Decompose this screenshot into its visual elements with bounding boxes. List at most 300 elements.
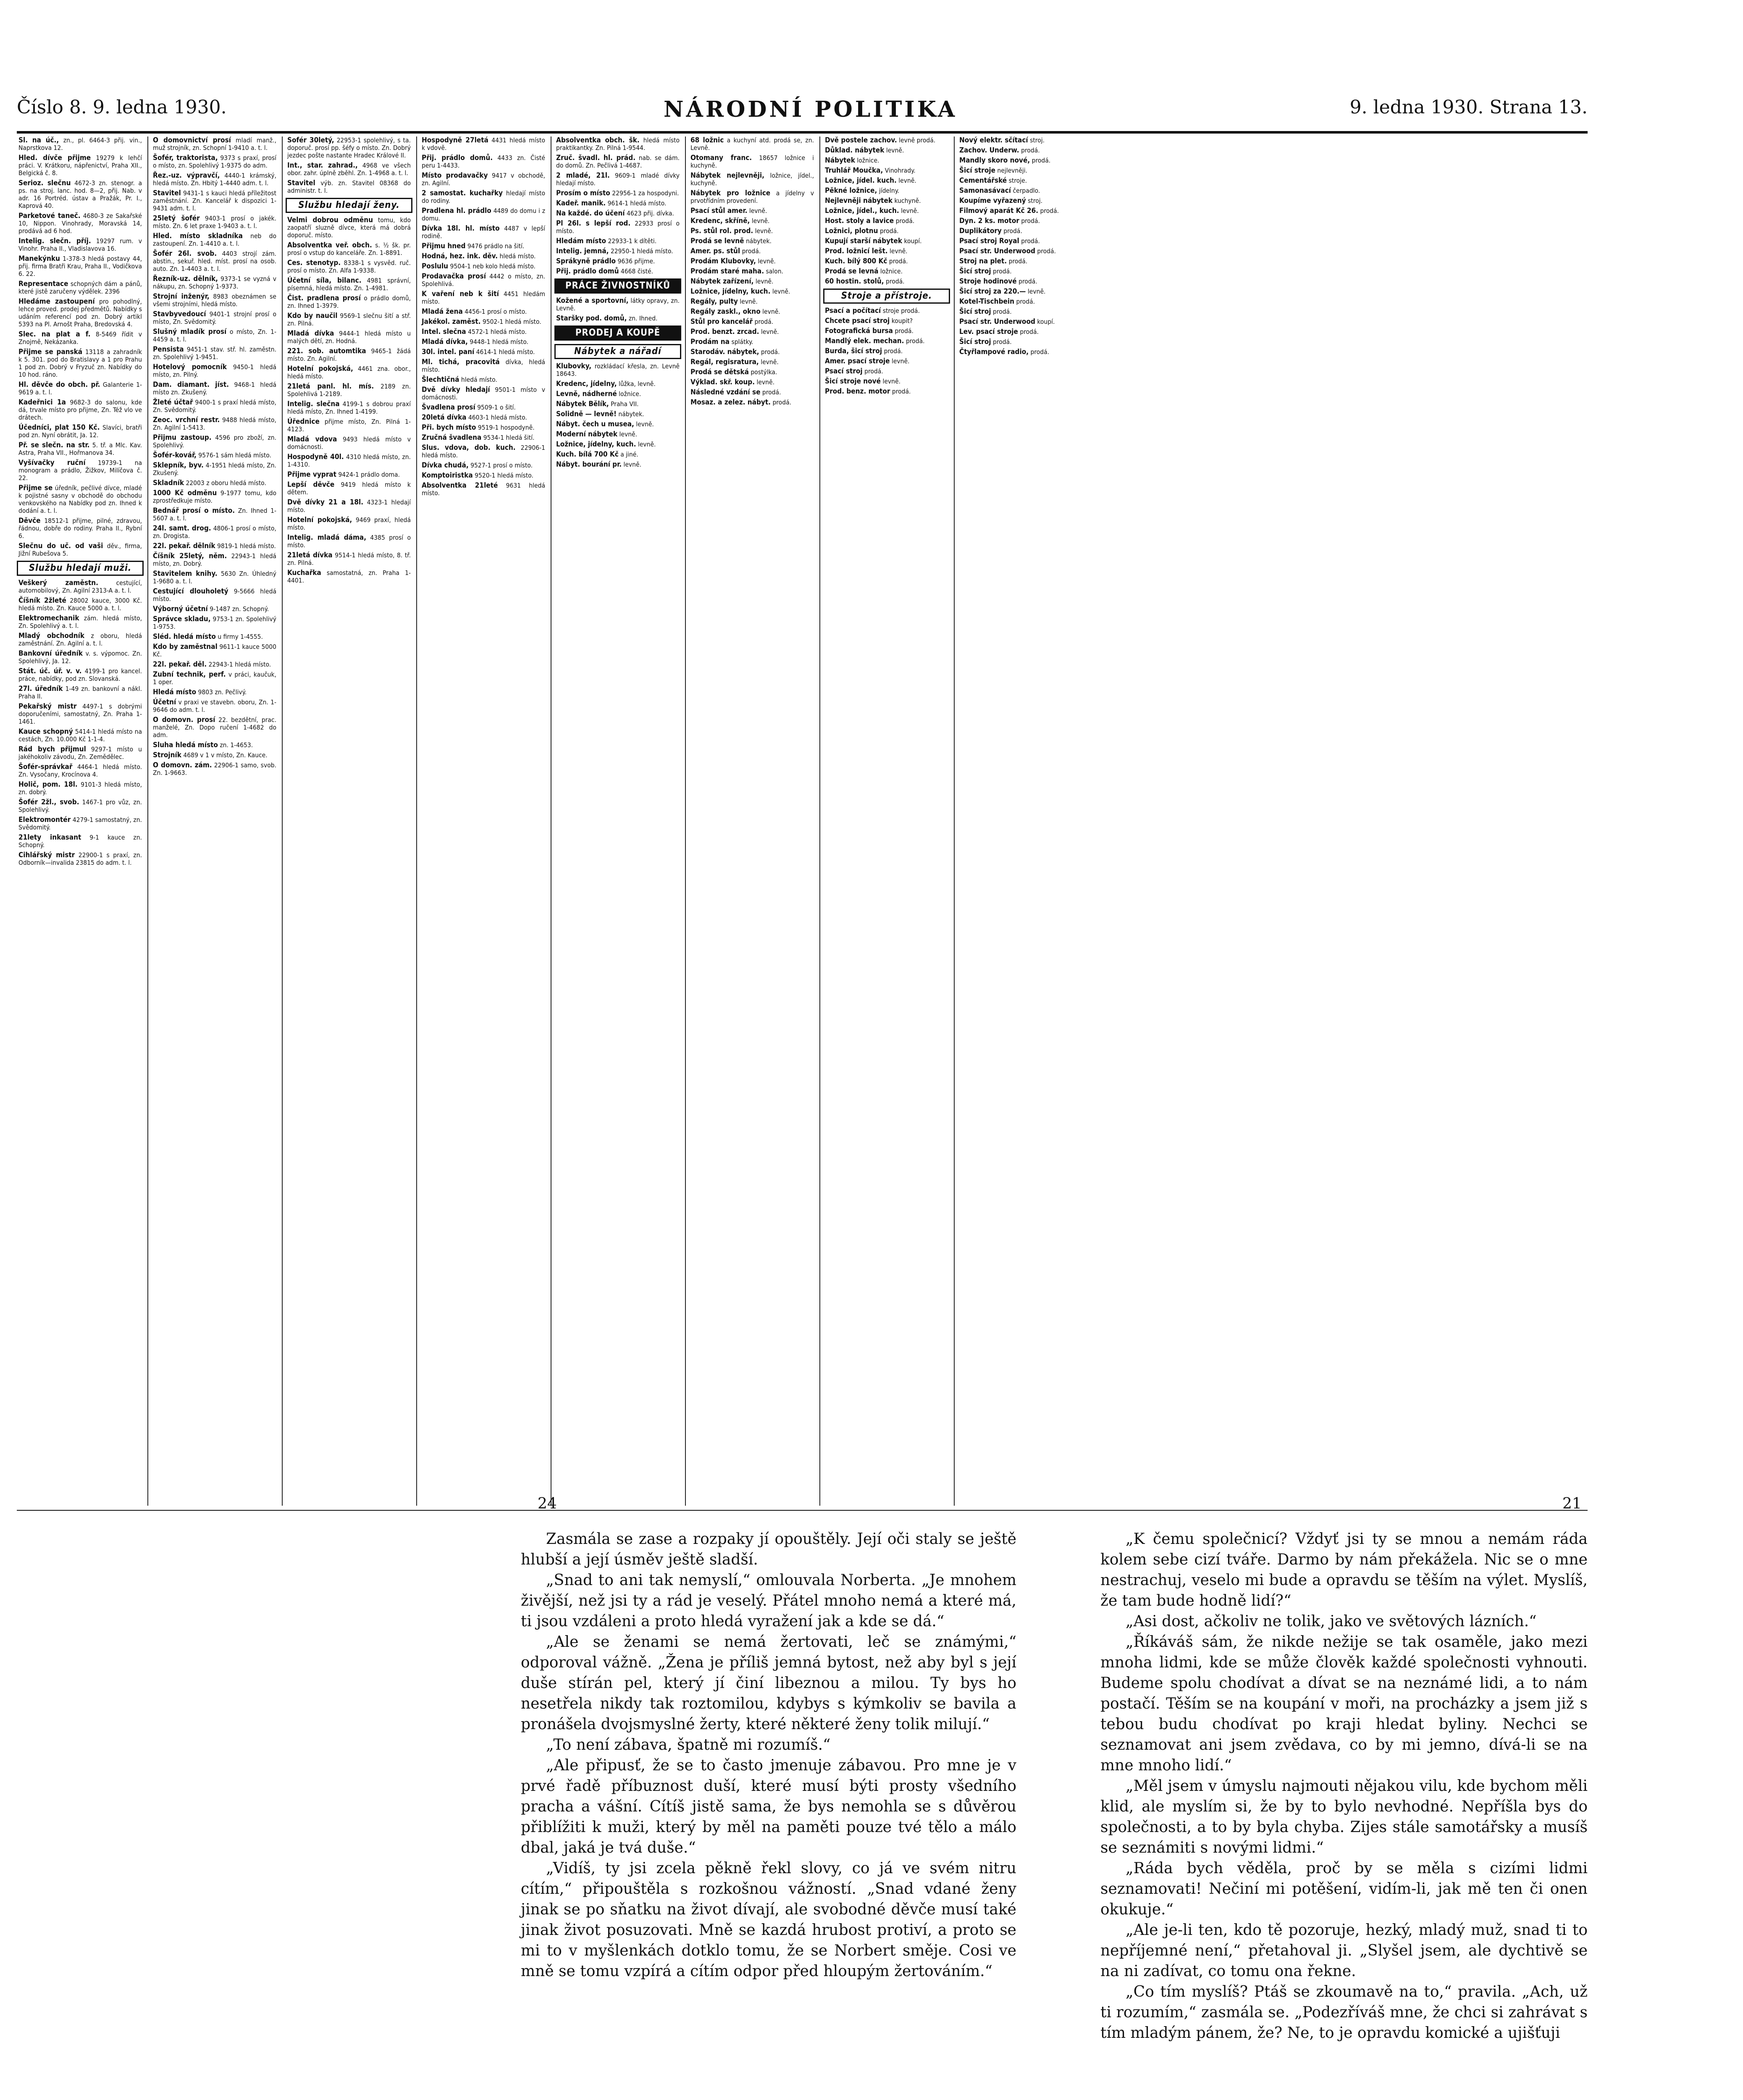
ad-text: prodá. [889, 257, 908, 265]
ad-headline: Hled. dívče přijme [18, 154, 91, 162]
ad-text: 9-1 kauce zn. Schopný. [18, 834, 142, 849]
classified-ad [690, 172, 814, 187]
classified-ad [556, 441, 680, 448]
ad-text: 22953-1 spolehlivý, s ta. doporuč. prosí pp. šéfy o místo. Zn. Dobrý jezdec pošte nastante Hradec Králové II. [287, 136, 411, 159]
ad-headline: Prod. benz. motor [825, 387, 890, 396]
ad-headline: Hl. děvče do obch. př. [18, 381, 100, 389]
ad-text: prodá. [1021, 147, 1040, 154]
ad-text: levně. [891, 357, 910, 365]
ad-text: 5. tř. a Mlc. Kav. Astra, Praha VII., Hořmanova 34. [18, 441, 142, 457]
ad-headline: Přijme se panská [18, 348, 83, 356]
ad-headline: Hledám místo [556, 237, 606, 245]
classified-ad [153, 605, 276, 613]
ad-headline: Hodná, hez. ink. děv. [422, 252, 498, 260]
classified-ad [690, 247, 814, 255]
ad-headline: Prod. benzt. zrcad. [690, 328, 759, 336]
classified-ad [690, 338, 814, 346]
ad-headline: Bankovní úředník [18, 649, 83, 658]
ad-text: 9-1487 zn. Schopný. [210, 605, 269, 613]
classified-ad [18, 685, 142, 700]
ad-text: ložnice, jídel., kuchyně. [690, 172, 814, 187]
classified-ad [690, 318, 814, 326]
ad-text: úředník, pečlivé dívce, mladé k pojistné sasny v obchodě do obchodu venkovského na Nabídky pod zn. Ihned k dodání a. t. l. [18, 484, 142, 514]
classified-ad [153, 215, 276, 230]
classified-ad [287, 418, 411, 433]
ad-headline: 22l. pekař. děl. [153, 660, 207, 669]
ad-text: 22943-1 hledá místo. [208, 661, 271, 668]
column-divider [819, 136, 820, 1506]
ad-text: 9451-1 stav. stř. hl. zaměstn. zn. Spolehlivý 1-9451. [153, 346, 276, 361]
ad-text: 1-49 zn. bankovní a nákl. Praha II. [18, 685, 142, 700]
ad-headline: Hledáme zastoupení [18, 297, 95, 306]
classified-column [420, 136, 547, 1506]
ad-headline: Absolventka veř. obch. [287, 241, 372, 249]
ad-headline: Nábytek nejlevněji, [690, 171, 764, 180]
classified-ad [422, 172, 545, 187]
classified-ad [825, 337, 948, 345]
classified-ad [153, 698, 276, 714]
ad-headline: Slec. na plat a f. [18, 330, 91, 339]
ad-text: 4806-1 prosí o místo, zn. Drogista. [153, 525, 276, 540]
ad-headline: Regál, regisratura, [690, 358, 759, 366]
classified-column [958, 136, 1084, 1506]
ad-text: 4-1951 hledá místo, Zn. Zkušený. [153, 462, 276, 477]
classified-ad [422, 136, 545, 152]
novel-paragraph: „Ale se ženami se nemá žertovati, leč se známými,“ odporoval vážně. „Žena je příliš jemná bytost, než aby byl s její duše stírán pel, který jí činí libeznou a milou. Ty bys ho nesetřela nikdy tak roztomilou, kdybys s kýmkoliv se bavila a pronášela dvojsmyslné žerty, které některé ženy tolik milují.“ [521, 1633, 1016, 1733]
classified-ad [18, 424, 142, 439]
ad-text: levně. [761, 328, 779, 336]
ad-headline: O domovn. prosí [153, 716, 215, 724]
ad-headline: Nový elektr. sčítací [959, 136, 1028, 144]
ad-text: Zn. Ihned 1-5607 a. t. l. [153, 507, 276, 522]
ad-text: prodá. [1016, 298, 1035, 305]
classified-ad [287, 471, 411, 478]
classified-ad [825, 197, 948, 205]
ad-text: levně. [758, 257, 776, 265]
ad-headline: Lev. psací stroje [959, 328, 1018, 336]
ad-headline: Přijme vyprat [287, 470, 336, 479]
ad-text: prodá. [886, 278, 905, 285]
classified-ad [153, 615, 276, 630]
ad-text: 9819-1 hledá místo. [217, 542, 276, 550]
ad-headline: Šofér, traktorista, [153, 154, 218, 162]
ad-text: 4680-3 ze Sakařské 10, Nippon. Vinohrady, Moravská 14, prodává ad 6 hod. [18, 212, 142, 235]
ad-headline: Následné vzdání se [690, 388, 761, 396]
ad-headline: Intelig. slečna [287, 400, 340, 408]
ad-text: nejlevněji. [997, 167, 1028, 174]
classified-ad [825, 136, 948, 144]
ad-headline: Mladý obchodník [18, 632, 85, 640]
ad-text: 9534-1 hledá šití. [483, 434, 535, 441]
classified-ad [825, 347, 948, 355]
ad-text: 9493 hledá místo v domácnosti. [287, 436, 411, 451]
classified-ad [959, 338, 1083, 346]
classified-ad [18, 798, 142, 814]
classified-ad [556, 237, 680, 245]
ad-headline: Zručná švadlena [422, 433, 482, 442]
ad-headline: Intelig. slečn. příj. [18, 237, 91, 245]
ad-text: samostatná, zn. Praha 1-4401. [287, 569, 411, 584]
ad-text: 18657 ložnice i kuchyně. [690, 154, 814, 169]
ad-text: 8-5469 řídit v Znojmě, Nekázanka. [18, 331, 142, 346]
ad-text: v práci, kaučuk, 1 oper. [153, 671, 276, 686]
ad-text: levně. [772, 288, 790, 295]
ad-text: 9609-1 mladé dívky hledají místo. [556, 172, 680, 187]
ad-headline: O domovn. zám. [153, 761, 212, 769]
ad-text: 5630 Zn. Úhledný 1-9680 a. t. l. [153, 570, 276, 585]
ad-text: 9468-1 hledá místo zn. Zkušený. [153, 381, 276, 396]
classified-ad [287, 162, 411, 177]
ad-text: a kuchyní atd. prodá se, zn. Levně. [690, 136, 814, 152]
classified-ad [153, 570, 276, 585]
classified-ad [959, 197, 1083, 205]
ad-headline: Prodám na [690, 338, 730, 346]
classified-ad [422, 358, 545, 373]
ad-text: rozkládací křesla, zn. Levně 18643. [556, 362, 680, 378]
classified-ad [18, 237, 142, 252]
classified-ad [287, 179, 411, 194]
ad-text: prodá. [772, 399, 792, 406]
classified-ad [690, 388, 814, 396]
ad-headline: Dvě postele zachov. [825, 136, 897, 144]
classified-ad [825, 268, 948, 275]
ad-headline: Nábytek [825, 156, 855, 165]
ad-text: 9631 hledá místo. [422, 482, 545, 497]
classified-ad [153, 136, 276, 152]
ad-headline: Dívka chudá, [422, 461, 469, 470]
ad-headline: Ces. stenotyp. [287, 259, 341, 267]
ad-text: 9504-1 neb kolo hledá místo. [450, 262, 536, 270]
ad-text: koupí. [904, 237, 922, 245]
ad-headline: Pl 26l. s lepší rod. [556, 219, 631, 228]
classified-ad [959, 237, 1083, 245]
classified-ad [287, 259, 411, 274]
ad-headline: Mladá žena [422, 307, 463, 316]
ad-headline: Sléd. hledá místo [153, 633, 216, 641]
ad-text: 4279-1 samostatný, zn. Svědomitý. [18, 816, 142, 831]
classified-ad [825, 278, 948, 285]
ad-text: 4596 pro zboží, zn. Spolehlivý. [153, 434, 276, 449]
ad-text: hledá místo praktikantky. Zn. Pilná 1-9544. [556, 136, 680, 152]
classified-ad [690, 154, 814, 169]
ad-headline: O domovnictví prosí [153, 136, 231, 144]
classified-ad [556, 220, 680, 235]
ad-text: 9401-1 strojní prosí o místo, Zn. Svědomitý. [153, 310, 276, 326]
ad-headline: Chcete psací stroj [825, 317, 890, 325]
ad-headline: Kadeř. manik. [556, 199, 606, 207]
classified-ad [153, 232, 276, 247]
classified-ad [18, 650, 142, 665]
ad-text: děv., firma, Jižní Rubešova 5. [18, 542, 142, 557]
ad-text: čerpadlo. [1013, 187, 1040, 194]
ad-headline: Kredenc, skříně, [690, 217, 750, 225]
ad-text: přijme místo, Zn. Pilná 1-4123. [287, 418, 411, 433]
classified-ad [18, 781, 142, 796]
ad-headline: Elektromontér [18, 816, 71, 824]
ad-text: 4440-1 krámský, hledá místo. Zn. Hbitý 1-4440 adm. t. l. [153, 172, 276, 187]
ad-text: lůžka, levně. [619, 380, 656, 388]
ad-text: 9501-1 místo v domácnosti. [422, 386, 545, 401]
classified-ad [825, 167, 948, 174]
ad-headline: Nejlevněji nábytek [825, 197, 893, 205]
classified-ad [153, 751, 276, 759]
classified-ad [825, 177, 948, 184]
classified-ad [690, 217, 814, 225]
classified-ad [959, 318, 1083, 326]
ad-text: 4464-1 hledá místo. Zn. Vysočany, Krocínova 4. [18, 763, 142, 778]
ad-text: levně. [751, 217, 770, 225]
ad-headline: Řez.-uz. výpravčí, [153, 171, 220, 180]
classified-ad [18, 816, 142, 831]
classified-ad [959, 217, 1083, 225]
classified-ad [556, 410, 680, 418]
ad-headline: Kožené a sportovní, [556, 297, 629, 305]
ad-headline: Stavitel [153, 189, 181, 197]
ad-text: nábytek. [746, 237, 772, 245]
classified-ad [18, 484, 142, 514]
ad-text: levně. [623, 461, 642, 468]
classified-ad [556, 268, 680, 275]
classified-ad [556, 451, 680, 458]
novel-left-page-number: 24 [538, 1495, 557, 1512]
ad-text: 9488 hledá místo, Zn. Agilní 1-5413. [153, 416, 276, 431]
ad-text: 9753-1 zn. Spolehlivý 1-9753. [153, 615, 276, 630]
ad-text: 4497-1 s dobrými doporučeními, samostatný, Zn. Praha 1-1461. [18, 703, 142, 725]
ad-headline: Ps. stůl rol. prod. [690, 227, 753, 235]
classified-ad [18, 154, 142, 177]
classified-ad [959, 167, 1083, 174]
ad-text: 4981 správní, písemná, hledá místo. Zn. 1-4981. [287, 277, 411, 292]
ad-text: prodá. [993, 308, 1012, 315]
ad-headline: Burda, šicí stroj [825, 347, 882, 355]
ad-text: koupit? [891, 317, 913, 325]
ad-headline: Číšník 2žleté [18, 596, 66, 605]
ad-text: prodá. [895, 327, 914, 335]
classified-ad [153, 588, 276, 603]
classified-column [286, 136, 412, 1506]
ad-headline: Amer. ps. stůl [690, 247, 740, 255]
ad-headline: Solidně — levně! [556, 410, 617, 418]
classified-ad [690, 358, 814, 366]
ad-text: 22933-1 k dítěti. [608, 237, 657, 245]
classified-ad [556, 257, 680, 265]
ad-text: ložnice. [880, 268, 903, 275]
novel-paragraph: „Snad to ani tak nemyslí,“ omlouvala Norberta. „Je mnohem živější, než jsi ty a rád je veselý. Přátel mnoho nemá a které má, ti jsou vzdáleni a proto hledá vyražení jak a kde se dá.“ [521, 1572, 1016, 1630]
ad-headline: Šicí stroj [959, 338, 991, 346]
ad-text: salon. [766, 268, 783, 275]
ad-headline: Staršky pod. domů, [556, 314, 627, 323]
ad-text: stroje. [1008, 177, 1027, 184]
ad-text: stroje prodá. [882, 307, 920, 315]
classified-ad [153, 434, 276, 449]
classified-ad [422, 242, 545, 250]
classified-ad [18, 459, 142, 482]
ad-text: pro pohodlný, lehce proved. prodej předmětů. Nabídky s udáním referencí pod zn. Dobrý artikl 5393 na Pl. Arnošt Praha, Bredovská 4. [18, 298, 142, 328]
ad-headline: Ložnice, jídel., kuch. [825, 207, 899, 215]
classified-ad [287, 242, 411, 257]
classified-ad [690, 268, 814, 275]
ad-text: tomu, kdo zaopatří sluzně dívce, která má dobrá doporuč. místo. [287, 216, 411, 239]
ad-text: prodá. [1003, 227, 1022, 235]
ad-headline: Veškerý zaměstn. [18, 579, 98, 587]
ad-headline: Sl. na úč., [18, 136, 63, 144]
ad-text: 4456-1 prosí o místo. [465, 308, 527, 315]
classified-ad [422, 308, 545, 315]
classified-ad [690, 189, 814, 205]
classified-ad [422, 386, 545, 401]
ad-headline: Šofér-kovář, [153, 451, 197, 459]
ad-text: 28002 kauce, 3000 Kč. hledá místo. Zn. Kauce 5000 a. t. l. [18, 597, 142, 612]
classified-ad [556, 189, 680, 197]
classified-ad [153, 507, 276, 522]
masthead [17, 97, 1588, 130]
ad-text: a jídelny v prvotřídním provedení. [690, 189, 814, 205]
ad-text: prodá. [1021, 237, 1040, 245]
ad-headline: 22l. pekař. dělník [153, 542, 215, 550]
section-heading: Službu hledají muži. [17, 561, 144, 576]
ad-headline: Kupují starší nábytek [825, 237, 903, 245]
classified-ad [153, 479, 276, 487]
ad-text: prodá. [1021, 217, 1040, 225]
ad-headline: Prodavačka prosí [422, 272, 486, 281]
ad-headline: Filmový aparát Kč 26. [959, 207, 1039, 215]
novel-paragraph: „K čemu společnicí? Vždyť jsi ty se mnou a nemám ráda kolem sebe cizí tváře. Darmo by nám překážela. Nic se o mne nestrachuj, veselo mi bude a opravdu se těším na výlet. Myslíš, že tam bude hodně lidí?“ [1100, 1530, 1588, 1609]
classified-ad [153, 172, 276, 187]
ad-text: levně. [755, 278, 774, 285]
ad-text: levně. [756, 378, 775, 386]
ad-headline: 27l. úředník [18, 685, 63, 693]
classified-column [689, 136, 816, 1506]
ad-headline: Hotelní pokojská, [287, 516, 352, 524]
ad-text: 5414-1 hledá místo na cestách, Zn. 10.000 Kč 1-1-4. [18, 728, 142, 743]
ad-headline: Prodá se levná [825, 267, 879, 276]
ad-text: 4433 zn. Čisté peru 1-4433. [422, 154, 545, 169]
ad-headline: Prosím o místo [556, 189, 610, 197]
ad-headline: Pensista [153, 345, 184, 354]
ad-text: prodá. [879, 227, 899, 235]
ad-headline: Truhlář Moučka, [825, 166, 883, 175]
ad-headline: Kuch. bílá 700 Kč [556, 450, 619, 459]
novel-paragraph: Zasmála se zase a rozpaky jí opouštěly. Její oči staly se ještě hlubší a její úsměv ještě sladší. [521, 1530, 1016, 1568]
ad-text: Galanterie 1-9619 a. t. l. [18, 381, 142, 396]
classified-ad [153, 452, 276, 459]
ad-text: 9448-1 hledá místo. [470, 338, 529, 346]
ad-headline: Stroje hodinové [959, 277, 1017, 286]
classified-ad [18, 614, 142, 630]
ad-text: 9403-1 prosí o jakék. místo. Zn. 6 let praxe 1-9403 a. t. l. [153, 215, 276, 230]
ad-text: cestující, automobilový, Zn. Agilní 2313-A a. t. l. [18, 579, 142, 594]
ad-headline: Kdo by zaměstnal [153, 643, 218, 651]
ad-text: 4451 hledám místo. [422, 290, 545, 305]
classified-column [17, 136, 144, 1506]
ad-headline: Psací a počítací [825, 307, 881, 315]
ad-headline: Sprákyně prádlo [556, 257, 616, 265]
classified-ad [690, 288, 814, 295]
ad-headline: Poslulu [422, 262, 449, 270]
ad-text: 4487 v lepší rodině. [422, 225, 545, 240]
classified-ad [825, 217, 948, 225]
ad-headline: 2 samostat. kuchařky [422, 189, 503, 197]
classified-ad [825, 207, 948, 215]
ad-text: levně. [755, 227, 773, 235]
classified-ad [18, 381, 142, 396]
ad-headline: Ml. tichá, pracovitá [422, 358, 500, 366]
ad-headline: Strojník [153, 751, 181, 759]
classified-ad [18, 298, 142, 328]
ad-text: 4672-3 zn. stenogr. a ps. na stroj. lanc. hod. 8—2, přij. Nab. v adr. 16 Portréd. ústav a Pražák, Pr. I., Kaprová 40. [18, 179, 142, 210]
ad-text: prodá. [1032, 157, 1051, 164]
classified-ad [18, 746, 142, 761]
ad-text: 9101-3 hledá místo, zn. dobrý. [18, 781, 142, 796]
ad-headline: Účetní síla, bilanc. [287, 276, 362, 285]
ad-headline: Šofér 26l. svob. [153, 249, 217, 258]
classified-ad [825, 307, 948, 315]
ad-headline: 21letá dívka [287, 551, 333, 559]
classified-ad [959, 227, 1083, 235]
ad-headline: Hotelový pomocník [153, 363, 227, 371]
ad-headline: Kadeřnici 1a [18, 398, 66, 407]
classified-ad [153, 189, 276, 212]
ad-headline: Dam. diamant. jíst. [153, 381, 229, 389]
ad-text: 13118 a zahradník k 5. 301. pod do Bratislavy a 1 pro Prahu 1 pod zn. Dobrý v Fryzuč zn. Nabídky do 10 hod. ráno. [18, 348, 142, 378]
classified-ad [690, 399, 814, 406]
ad-headline: Šicí stroj [959, 307, 991, 316]
ad-headline: Strojní inženýr, [153, 292, 210, 301]
classified-ad [825, 157, 948, 164]
classified-ad [287, 277, 411, 292]
ad-headline: Prodá se dětská [690, 368, 749, 376]
ad-text: prodá. [761, 348, 780, 356]
classified-ad [422, 338, 545, 346]
ad-headline: 60 hostin. stolů, [825, 277, 884, 286]
classified-ad [422, 376, 545, 383]
ad-text: 4431 hledá místo k vdově. [422, 136, 545, 152]
ad-headline: Psací stůl amer. [690, 207, 748, 215]
classified-ad [422, 348, 545, 356]
ad-headline: Manekýnku [18, 255, 60, 263]
classified-ad [153, 416, 276, 431]
classified-ad [18, 212, 142, 235]
classified-ad [153, 671, 276, 686]
ad-headline: 221. sob. automtika [287, 347, 366, 355]
ad-text: 9636 přijme. [617, 257, 655, 265]
ad-text: 22943-1 hledá místo, zn. Dobrý. [153, 552, 276, 567]
ad-headline: Zubní technik, perf. [153, 670, 226, 679]
classified-ad [690, 328, 814, 336]
ad-headline: Jakékol. zaměst. [422, 318, 481, 326]
ad-text: levně. [898, 177, 916, 184]
ad-headline: Zeoc. vrchní restr. [153, 416, 220, 424]
classified-ad [422, 318, 545, 326]
ad-headline: Prodám staré maha. [690, 267, 764, 276]
ad-headline: Mladá dívka, [422, 338, 468, 346]
ad-headline: Hled. místo skladníka [153, 232, 243, 240]
ad-headline: Slečnu do uč. od vaši [18, 542, 103, 550]
novel-paragraph: „Co tím myslíš? Ptáš se zkoumavě na to,“ pravila. „Ach, už ti rozumím,“ zasmála se. „Podezříváš mne, že chci si zahrávat s tím mladým pánem, že? Ne, to je opravdu komické a ujišťuji [1100, 1983, 1588, 2042]
classified-ad [422, 462, 545, 469]
ad-text: 9527-1 prosí o místo. [470, 462, 533, 469]
ad-headline: 1000 Kč odměnu [153, 489, 217, 497]
ad-text: jídelny. [879, 187, 900, 194]
ad-text: 9373-1 se vyzná v nákupu, zn. Schopný 1-9373. [153, 275, 276, 290]
ad-headline: 20letá dívka [422, 413, 467, 422]
ad-headline: Zachov. Underw. [959, 146, 1019, 155]
ad-headline: Šofér 2žl., svob. [18, 798, 79, 806]
classified-ad [690, 237, 814, 245]
ad-headline: Rád bych přijmul [18, 745, 86, 753]
ad-text: 18512-1 přijme, pilné, zdravou, řádnou, dobře do rodiny. Praha II., Rybní 6. [18, 517, 142, 540]
ad-text: 4603-1 hledá místo. [468, 414, 527, 421]
